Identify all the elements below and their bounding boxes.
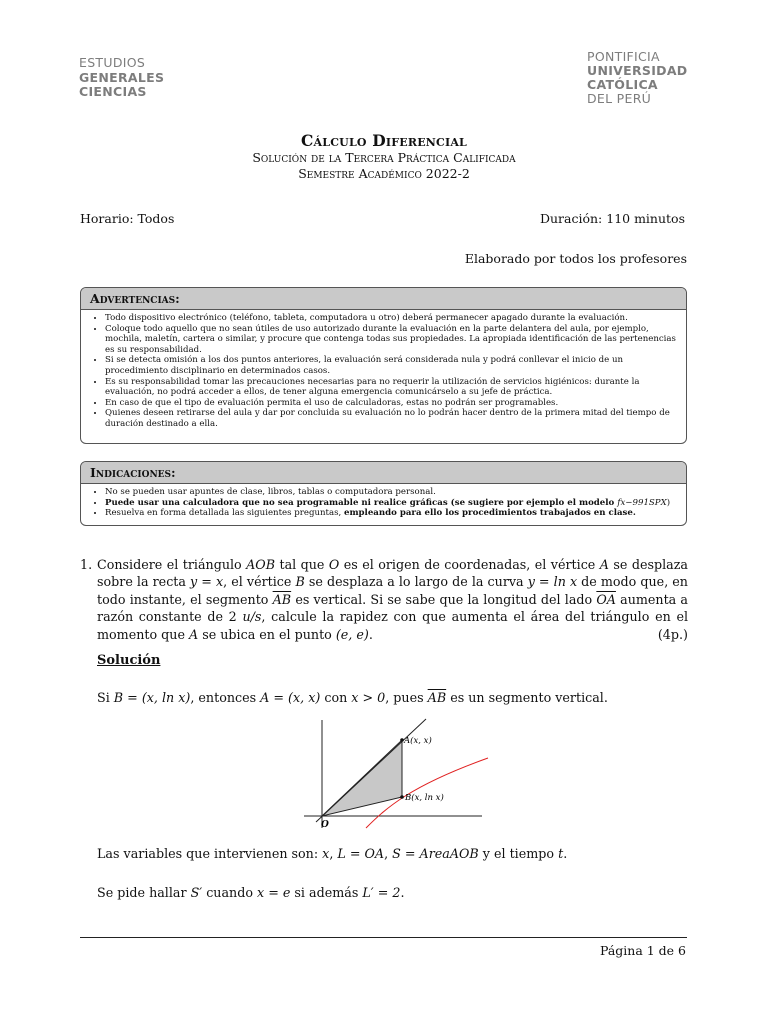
list-item [105, 508, 678, 519]
s-text: , [329, 846, 338, 861]
s-math: A = (x, x) [260, 690, 321, 705]
s-text: Si [97, 690, 114, 705]
q-math: O [328, 557, 340, 572]
resuelva-bold: empleando para ello los procedimientos trabajados en clase. [343, 508, 636, 519]
s-text: es un segmento vertical. [446, 690, 608, 705]
list-item: • Es su responsabilidad tomar las precauciones necesarias para no requerir la utilización de servicios higiénicos: durante la evaluación, no podrá acceder a ellos, de tener alguna emergencia comunicárselo a su jefe de práctica. [105, 377, 678, 398]
s-math: L′ = 2 [362, 885, 401, 900]
q-math: y = ln x [527, 574, 578, 590]
q-math: AOB [246, 557, 276, 572]
s-text: Se pide hallar [97, 885, 191, 900]
s-math: L = OA [337, 846, 385, 861]
label-b: B(x, ln x) [405, 793, 444, 803]
s-text: cuando [202, 885, 258, 900]
footer-divider [80, 937, 687, 938]
s-math: t [558, 846, 564, 861]
s-math: S = AreaAOB [392, 846, 479, 861]
q-math: A [188, 626, 199, 642]
resuelva-text: Resuelva en forma detallada las siguientes preguntas, [105, 508, 344, 519]
logo-right-line3: CATÓLICA [587, 77, 658, 92]
label-o: O [321, 820, 329, 830]
logo-left-line1: ESTUDIOS [79, 55, 146, 70]
solution-paragraph-1 [97, 690, 608, 705]
q-math: B [295, 574, 305, 590]
q-text: . [368, 626, 373, 642]
question-number: 1. [80, 557, 93, 572]
duracion: Duración: 110 minutos [539, 211, 685, 226]
advertencias-box [80, 287, 687, 444]
q-text: aumenta a razón constante de 2 [97, 591, 688, 625]
s-text: y el tiempo [478, 846, 559, 861]
s-math: x [322, 846, 330, 861]
logo-right-line1: PONTIFICIA [587, 49, 660, 64]
horario: Horario: Todos [80, 211, 175, 226]
indicaciones-title: Indicaciones: [81, 462, 686, 484]
s-math: S′ [190, 885, 203, 900]
calc-note-end: ) [666, 497, 671, 508]
question-1 [80, 556, 688, 643]
logo-pucp [587, 50, 687, 106]
logo-right-line4: DEL PERÚ [587, 91, 652, 106]
q-text: es el origen de coordenadas, el vértice [339, 557, 600, 572]
q-text: se ubica en el punto [198, 626, 336, 642]
logo-left-line2: GENERALES [79, 69, 165, 85]
q-math: y = x [190, 574, 224, 590]
exam-subtitle: Solución de la Tercera Práctica Calificada [252, 150, 516, 165]
calc-note: Puede usar una calculadora que no sea programable ni realice gráficas (se sugiere por ejemplo el modelo [105, 497, 618, 508]
q-math: (e, e) [335, 626, 369, 642]
label-a: A(x, x) [404, 736, 432, 746]
indicaciones-list [81, 487, 686, 519]
question-points: (4p.) [657, 626, 688, 642]
q-text: Considere el triángulo [97, 557, 247, 572]
page-number: Página 1 de 6 [599, 943, 686, 958]
list-item: • No se pueden usar apuntes de clase, libros, tablas o computadora personal. [105, 487, 678, 498]
solution-paragraph-3 [97, 885, 404, 900]
q-text: tal que [275, 557, 329, 572]
s-math: x = e [257, 885, 291, 900]
triangle-figure [300, 718, 490, 830]
s-math: $\overline{AB}$ [427, 690, 447, 705]
list-item: • Quienes deseen retirarse del aula y dar por concluida su evaluación no lo podrán hacer dentro de la primera mitad del tiempo de duración destinado a ella. [105, 408, 678, 429]
indicaciones-box [80, 461, 687, 526]
point-b [400, 795, 404, 799]
question-text [97, 556, 688, 643]
list-item: • Coloque todo aquello que no sean útiles de uso autorizado durante la evaluación en la parte delantera del aula, por ejemplo, mochila, maletín, cartera o similar, y procure que contenga todas sus propiedades. La apropiada identificación de las pertenencias es su responsabilidad. [105, 324, 678, 356]
title-block [0, 131, 768, 182]
s-text: , [384, 846, 393, 861]
course-title: Cálculo Diferencial [301, 131, 467, 150]
q-math: A [599, 557, 609, 572]
advertencias-list [81, 313, 686, 430]
s-math: B = (x, ln x) [113, 690, 191, 705]
q-text: , el vértice [223, 574, 296, 590]
calc-model: fx−991SPX [617, 497, 667, 508]
s-math: x > 0 [351, 690, 386, 705]
line-y-equals-x [316, 719, 426, 822]
s-text: con [320, 690, 352, 705]
logo-right-line2: UNIVERSIDAD [587, 63, 688, 78]
s-text: , entonces [190, 690, 261, 705]
logo-left-line3: CIENCIAS [79, 84, 147, 99]
advertencias-title: Advertencias: [81, 288, 686, 310]
q-text: se desplaza sobre la recta [97, 557, 688, 590]
q-text: se desplaza a lo largo de la curva [304, 574, 528, 590]
logo-estudios-generales [79, 56, 164, 100]
q-text: es vertical. Si se sabe que la longitud del lado [291, 591, 597, 607]
list-item: • En caso de que el tipo de evaluación permita el uso de calculadoras, estas no podrán ser programables. [105, 398, 678, 409]
q-math: $\overline{OA}$ [596, 591, 616, 607]
s-text: si además [290, 885, 363, 900]
q-text: , calcule la rapidez con que aumenta el área del triángulo en el momento que [97, 609, 689, 642]
autor: Elaborado por todos los profesores [464, 251, 687, 266]
s-text: . [563, 846, 568, 861]
q-text: de modo que, en todo instante, el segmento [97, 574, 688, 607]
list-item: • Todo dispositivo electrónico (teléfono, tableta, computadora u otro) deberá permanecer apagado durante la evaluación. [105, 313, 678, 324]
s-text: . [400, 885, 405, 900]
s-text: , pues [385, 690, 428, 705]
list-item [105, 498, 678, 509]
q-math: $\overline{AB}$ [272, 591, 292, 607]
list-item: • Si se detecta omisión a los dos puntos anteriores, la evaluación será considerada nula y podrá conllevar el inicio de un procedimiento disciplinario en determinados casos. [105, 355, 678, 376]
q-math: u/s [242, 609, 262, 625]
semester: Semestre Académico 2022-2 [298, 166, 470, 181]
solution-paragraph-2 [97, 846, 567, 861]
solution-heading: Solución [97, 653, 161, 668]
s-text: Las variables que intervienen son: [97, 846, 323, 861]
